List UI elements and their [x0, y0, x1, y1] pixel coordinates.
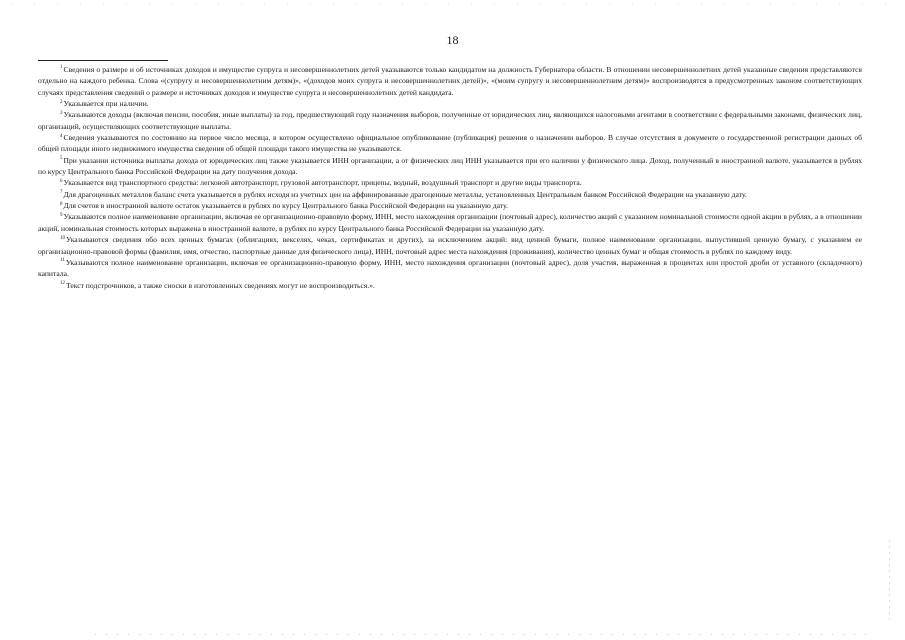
footnote-7 [38, 189, 862, 200]
footnote-text: Указываются доходы (включая пенсии, пособия, иные выплаты) за год, предшествующий году назначения выборов, полученные от юридических лиц, являющихся налоговыми агентами в соответствии с федеральными законами, физических лиц, организаций, осуществляющих соответствующие выплаты. [38, 110, 862, 131]
footnote-separator [38, 60, 168, 61]
footnote-mark: 5 [60, 156, 63, 162]
footnote-text: Указываются сведения обо всех ценных бумагах (облигациях, векселях, чеках, сертификатах и других), за исключением акций: вид ценной бумаги, полное наименование организации, выпустившей ценную бумагу, с указанием ее организационно-правовой формы (фамилия, имя, отчество, паспортные данные для физического лица), ИНН, почтовый адрес места нахождения (проживания), количество ценных бумаг и общая стоимость в рублях по каждому виду. [38, 235, 862, 256]
footnote-8 [38, 200, 862, 211]
footnote-2 [38, 98, 862, 109]
scan-noise-bottom [90, 633, 870, 636]
footnote-text: При указании источника выплаты дохода от юридических лиц также указывается ИНН организации, а от физических лиц ИНН указывается при его наличии у физического лица. Доход, полученный в иностранной валюте, указывается в рублях по курсу Центрального банка Российской Федерации на дату получения дохода. [38, 155, 862, 177]
footnote-mark: 7 [60, 190, 63, 196]
footnote-text: Указывается вид транспортного средства: легковой автотранспорт, грузовой автотранспорт, прицепы, водный, воздушный транспорт и другие виды транспорта. [63, 178, 582, 188]
footnote-5 [38, 155, 862, 178]
scan-noise-right-edge [889, 540, 890, 620]
footnote-text: Указываются полное наименование организации, включая ее организационно-правовую форму, ИНН, место нахождения организации (почтовый адрес), доля участия, выраженная в процентах или простой дроби от уставного (складочного) капитала. [38, 257, 862, 279]
footnote-12 [38, 280, 862, 291]
footnote-mark: 2 [60, 99, 63, 105]
page-number: 18 [446, 33, 459, 47]
footnote-text: Сведения указываются по состоянию на первое число месяца, в котором осуществлено официальное опубликование (публикация) решения о назначении выборов. В случае отсутствия в документе о государственной регистрации данных об общей площади иного недвижимого имущества сведения об общей площади такого имущества не указываются. [38, 133, 862, 154]
footnote-text: Сведения о размере и об источниках доходов и имуществе супруга и несовершеннолетних детей указываются только кандидатом на должность Губернатора области. В отношении несовершеннолетних детей указанные сведения представляются отдельно на каждого ребенка. Слова «(супругу и несовершеннолетним детям)», «(доходов моих супруга и несовершеннолетних детей)», «(моим супругу и несовершеннолетним детям)» воспроизводятся в предусмотренных законом соответствующих случаях представления сведений о размере и источниках доходов и имуществе супруга и несовершеннолетних детей кандидата. [38, 65, 862, 97]
footnote-3 [38, 109, 862, 132]
footnote-text: Текст подстрочников, а также сноски в изготовленных сведениях могут не воспроизводиться.». [66, 280, 375, 290]
footnote-text: Для счетов в иностранной валюте остаток указывается в рублях по курсу Центрального банка Российской Федерации на указанную дату. [63, 201, 508, 211]
footnote-mark: 10 [60, 235, 65, 241]
footnote-text: Указываются полное наименование организации, включая ее организационно-правовую форму, ИНН, место нахождения организации (почтовый адрес), количество акций с указанием номинальной стоимости одной акции в рублях, а в отношении акций, номинальная стоимость которых выражена в иностранной валюте, в рублях по курсу Центрального банка Российской Федерации на указанную дату. [38, 212, 862, 233]
footnote-10 [38, 234, 862, 257]
footnote-text: Для драгоценных металлов баланс счета указывается в рублях исходя из учетных цен на аффинированные драгоценные металлы, установленных Центральным банком Российской Федерации на указанную дату. [63, 189, 747, 199]
footnote-mark: 3 [60, 110, 63, 116]
footnote-4 [38, 132, 862, 155]
footnote-mark: 12 [60, 281, 65, 286]
footnote-1 [38, 64, 862, 98]
footnote-mark: 4 [60, 133, 63, 139]
footnote-6 [38, 177, 862, 188]
footnote-mark: 6 [60, 178, 63, 184]
footnote-mark: 8 [60, 201, 63, 207]
footnote-mark: 1 [60, 65, 63, 71]
footnote-text: Указывается при наличии. [63, 99, 149, 109]
footnote-mark: 11 [60, 258, 65, 264]
footnote-mark: 9 [60, 212, 63, 218]
scan-noise-top [0, 2, 905, 5]
footnote-9 [38, 211, 862, 234]
footnote-11 [38, 257, 862, 280]
footnotes-block [38, 64, 862, 291]
